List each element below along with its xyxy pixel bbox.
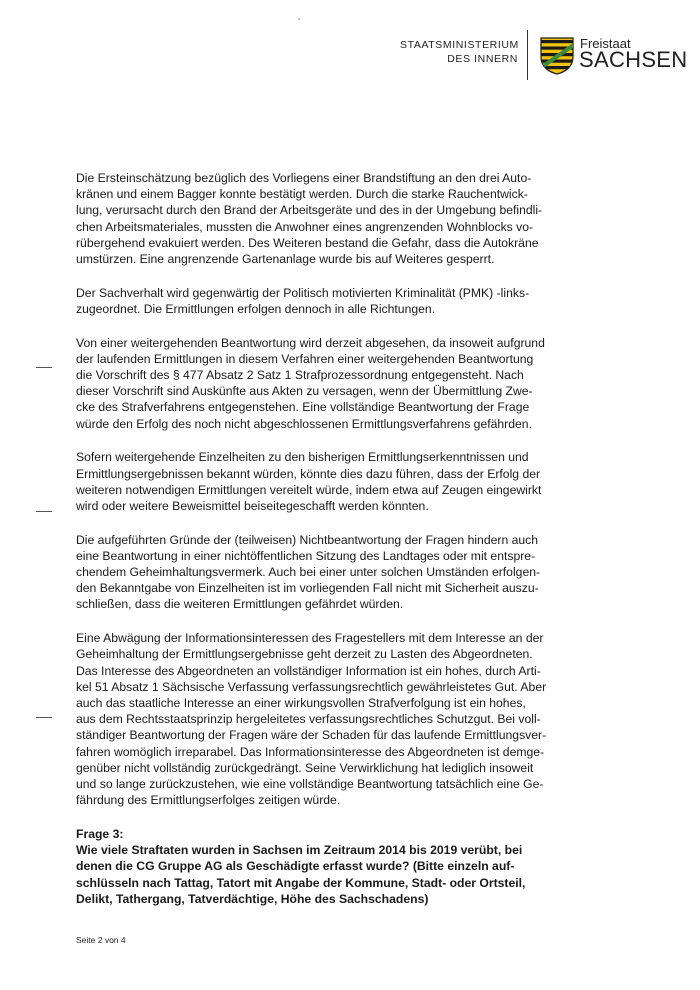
document-body — [76, 170, 576, 908]
page-number: Seite 2 von 4 — [76, 935, 126, 945]
question-label: Frage 3: — [76, 826, 124, 841]
paragraph-answer-withheld: Von einer weitergehenden Beantwortung wird derzeit abgesehen, da insoweit aufgrund der laufenden Ermittlungen in diesem Verfahren einer weitergehenden Beantwortung die Vorschrift des § 477 Absatz 2 Satz 1 Strafprozessordnung entgegensteht. Nach dieser Vorschrift sind Auskünfte aus Akten zu versagen, wenn der Übermittlung Zwe- cke des Strafverfahrens entgegenstehen. Eine vollständige Beantwortung der Frage würde den Erfolg des noch nicht abgeschlossenen Ermittlungsverfahrens gefährden. — [76, 335, 545, 431]
margin-mark — [36, 511, 52, 512]
state-label-freistaat: Freistaat — [580, 36, 631, 51]
question-text: Wie viele Straftaten wurden in Sachsen im Zeitraum 2014 bis 2019 verübt, bei denen die CG Gruppe AG als Geschädigte erfasst wurde? (Bitte einzeln auf- schlüsseln nach Tattag, Tatort mit Angabe der Kommune, Stadt- oder Ortsteil, Delikt, Tathergang, Tatverdächtige, Höhe des Sachschadens) — [76, 842, 526, 907]
paragraph-pmk-classification: Der Sachverhalt wird gegenwärtig der Politisch motivierten Kriminalität (PMK) -links- zugeordnet. Die Ermittlungen erfolgen dennoch in alle Richtungen. — [76, 285, 530, 316]
paragraph-interest-balancing: Eine Abwägung der Informationsinteressen des Fragestellers mit dem Interesse an der Geheimhaltung der Ermittlungsergebnisse geht derzeit zu Lasten des Abgeordneten. Das Interesse des Abgeordneten an vollständiger Information ist ein hohes, durch Arti- kel 51 Absatz 1 Sächsische Verfassung verfassungsrechtlich gewährleistetes Gut. Aber auch das staatliche Interesse an einer wirkungsvollen Strafverfolgung ist ein hohes, aus dem Rechtsstaatsprinzip hergeleitetes verfassungsrechtliches Schutzgut. Bei voll- ständiger Beantwortung der Fragen wäre der Schaden für das laufende Ermittlungsver- fahren womöglich irreparabel. Das Informationsinteresse des Abgeordneten ist demge- genüber nicht vollständig zurückgedrängt. Seine Verwirklichung hat lediglich insoweit und so lange zurückzustehen, wie eine vollständige Beantwortung tatsächlich eine Ge- fährdung des Ermittlungserfolges zeitigen würde. — [76, 631, 547, 808]
header-divider — [527, 30, 528, 80]
scan-speck — [298, 18, 300, 20]
ministry-name — [400, 38, 518, 66]
ministry-line-2: DES INNERN — [447, 53, 518, 65]
paragraph-fire-assessment: Die Ersteinschätzung bezüglich des Vorliegens einer Brandstiftung an den drei Auto- kränen und einem Bagger konnte bestätigt werden. Durch die starke Rauchentwick- lung, verursacht durch den Brand der Arbeitsgeräte und des in der Umgebung befindli- chen Arbeitsmateriales, mussten die Anwohner eines angrenzenden Wohnblocks vo- rübergehend evakuiert werden. Des Weiteren bestand die Gefahr, dass die Autokräne umstürzen. Eine angrenzende Gartenanlage wurde bis auf Weiteres gesperrt. — [76, 171, 543, 267]
margin-mark — [36, 367, 52, 368]
paragraph-confidential-session: Die aufgeführten Gründe der (teilweisen) Nichtbeantwortung der Fragen hindern auch eine Beantwortung in einer nichtöffentlichen Sitzung des Landtages oder mit entspre- chendem Geheimhaltungsvermerk. Auch bei einer unter solchen Umständen erfolgen- den Bekanntgabe von Einzelheiten ist im vorliegenden Fall nicht mit Sicherheit auszu- schließen, dass die weiteren Ermittlungen gefährdet würden. — [76, 532, 541, 612]
state-label-sachsen: SACHSEN — [579, 47, 688, 72]
margin-mark — [36, 717, 52, 718]
saxony-coat-of-arms-icon — [540, 37, 574, 75]
paragraph-investigation-risk: Sofern weitergehende Einzelheiten zu den bisherigen Ermittlungserkenntnissen und Ermittlungsergebnissen bekannt würden, könnte dies dazu führen, dass der Erfolg der weiteren notwendigen Ermittlungen vereitelt würde, indem etwa auf Zeugen eingewirkt wird oder weitere Beweismittel beiseitegeschafft werden könnten. — [76, 450, 542, 513]
ministry-line-1: STAATSMINISTERIUM — [400, 39, 519, 51]
